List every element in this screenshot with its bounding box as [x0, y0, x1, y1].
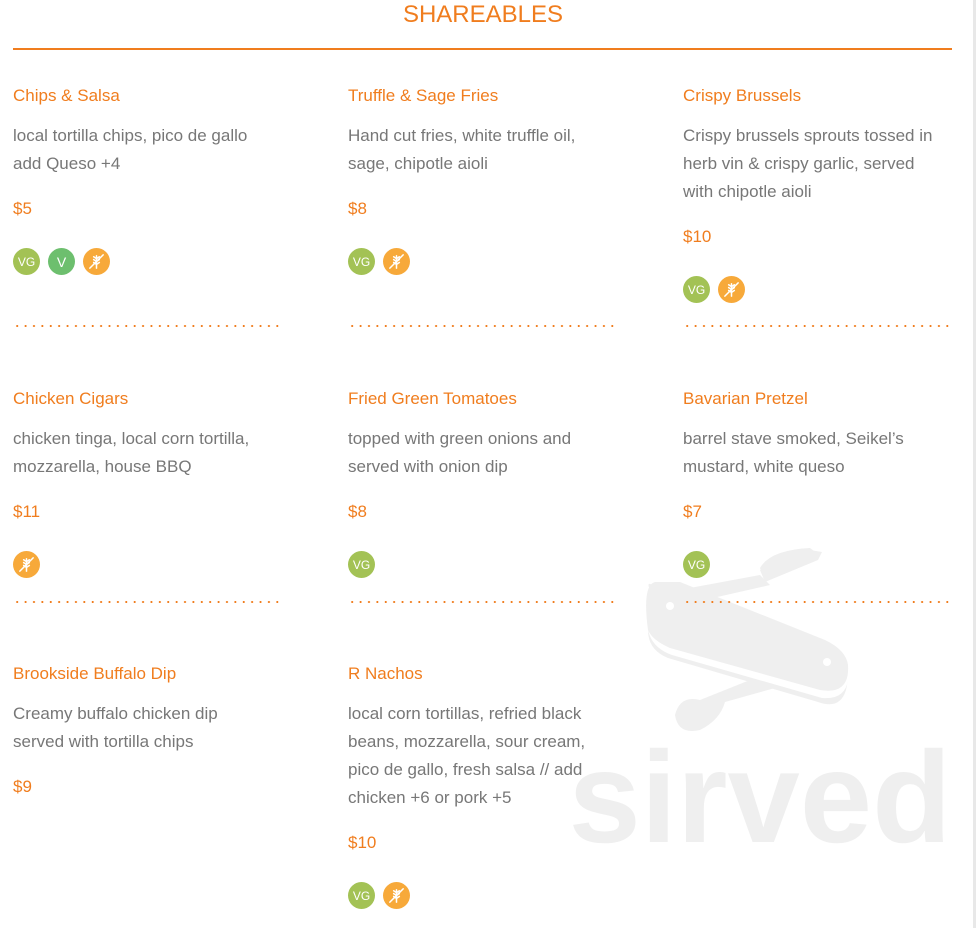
menu-item [683, 82, 958, 304]
item-description [683, 425, 958, 481]
desc-line: add Queso +4 [13, 154, 121, 173]
item-name: Truffle & Sage Fries [348, 86, 499, 105]
item-description [683, 122, 958, 206]
desc-line: sage, chipotle aioli [348, 154, 488, 173]
vegan-icon: VG [13, 248, 40, 275]
watermark-text: sirved [568, 724, 952, 860]
menu-item [13, 385, 288, 579]
section-title: SHAREABLES [402, 1, 564, 28]
item-description [348, 700, 623, 812]
item-price: $7 [683, 502, 702, 521]
desc-line: with chipotle aioli [683, 182, 812, 201]
dotted-divider [348, 325, 616, 327]
dotted-divider [683, 325, 951, 327]
item-price: $11 [13, 502, 41, 521]
dotted-divider [13, 325, 281, 327]
desc-line: barrel stave smoked, Seikel’s [683, 429, 904, 448]
desc-line: local tortilla chips, pico de gallo [13, 126, 248, 145]
section-divider [13, 48, 952, 50]
vegan-icon: VG [683, 551, 710, 578]
item-price: $9 [13, 777, 32, 796]
item-name: Chicken Cigars [13, 389, 129, 408]
item-name: R Nachos [348, 664, 423, 683]
vegan-icon: VG [348, 882, 375, 909]
menu-item [683, 385, 958, 579]
item-price: $5 [13, 199, 32, 218]
menu-item [13, 82, 288, 276]
item-price: $8 [348, 199, 367, 218]
desc-line: mustard, white queso [683, 457, 845, 476]
gluten-free-icon [83, 248, 110, 275]
gluten-free-icon [383, 882, 410, 909]
item-description [13, 425, 288, 481]
vegan-icon: VG [348, 551, 375, 578]
desc-line: Crispy brussels sprouts tossed in [683, 126, 933, 145]
item-name: Fried Green Tomatoes [348, 389, 517, 408]
gluten-free-icon [718, 276, 745, 303]
item-description [13, 700, 288, 756]
gluten-free-icon [13, 551, 40, 578]
dotted-divider [13, 601, 281, 603]
item-price: $10 [683, 227, 712, 246]
desc-line: served with tortilla chips [13, 732, 194, 751]
menu-item [348, 385, 623, 579]
desc-line: Creamy buffalo chicken dip [13, 704, 218, 723]
vegan-icon: VG [683, 276, 710, 303]
item-description [13, 122, 288, 178]
dotted-divider [683, 601, 951, 603]
item-description [348, 122, 623, 178]
desc-line: local corn tortillas, refried black [348, 704, 582, 723]
menu-item [348, 660, 623, 910]
dotted-divider [348, 601, 616, 603]
desc-line: chicken +6 or pork +5 [348, 788, 512, 807]
item-name: Chips & Salsa [13, 86, 120, 105]
item-name: Brookside Buffalo Dip [13, 664, 177, 683]
vegan-icon: VG [348, 248, 375, 275]
gluten-free-icon [383, 248, 410, 275]
desc-line: chicken tinga, local corn tortilla, [13, 429, 250, 448]
desc-line: beans, mozzarella, sour cream, [348, 732, 586, 751]
desc-line: mozzarella, house BBQ [13, 457, 192, 476]
item-price: $8 [348, 502, 367, 521]
item-description [348, 425, 623, 481]
item-name: Bavarian Pretzel [683, 389, 808, 408]
desc-line: pico de gallo, fresh salsa // add [348, 760, 583, 779]
menu-item [348, 82, 623, 276]
item-price: $10 [348, 833, 377, 852]
menu-item [13, 660, 288, 801]
desc-line: herb vin & crispy garlic, served [683, 154, 915, 173]
desc-line: Hand cut fries, white truffle oil, [348, 126, 576, 145]
desc-line: topped with green onions and [348, 429, 572, 448]
desc-line: served with onion dip [348, 457, 508, 476]
item-name: Crispy Brussels [683, 86, 802, 105]
vegetarian-icon: V [48, 248, 75, 275]
